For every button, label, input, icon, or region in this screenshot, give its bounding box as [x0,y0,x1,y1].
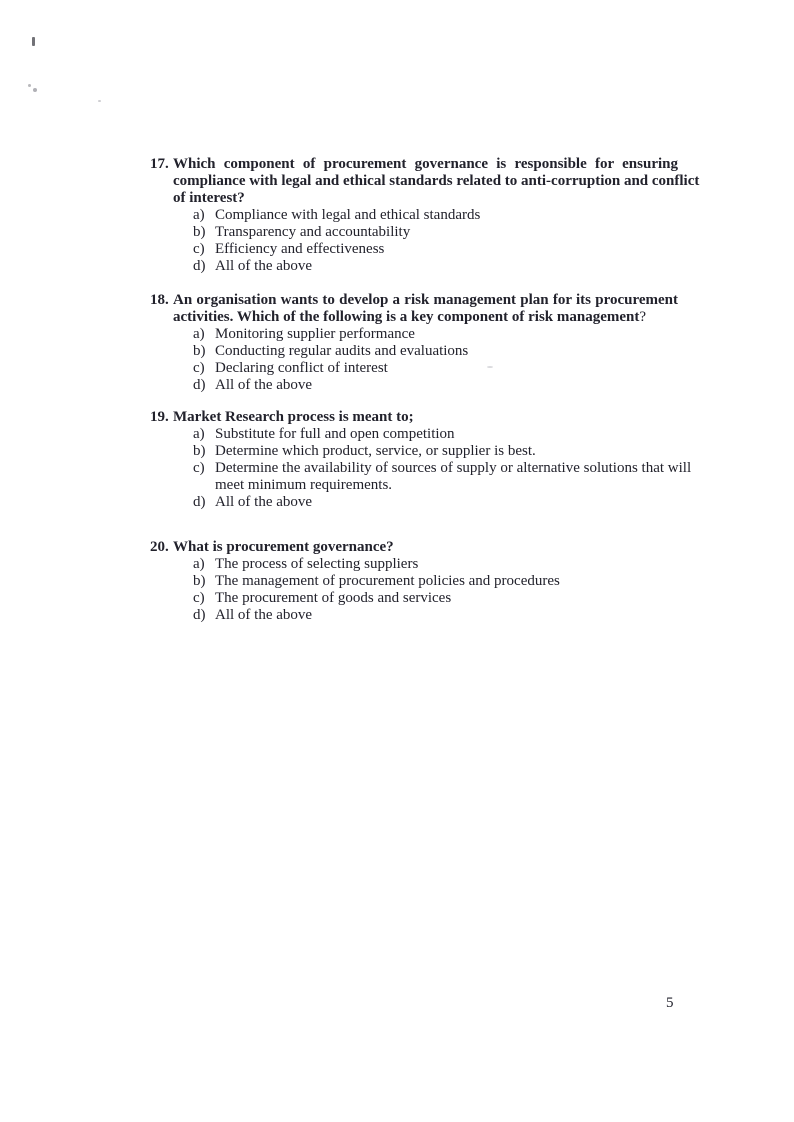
option-letter: a) [193,326,205,342]
option-row [193,573,680,590]
option-line: Conducting regular audits and evaluations [215,343,469,359]
option-line: Transparency and accountability [215,224,411,240]
option-text [215,360,388,377]
option-letter: b) [193,573,206,589]
option-row [193,590,680,607]
option-row [193,494,680,511]
option-text [215,443,536,460]
options-list [193,326,680,394]
option-row [193,224,680,241]
option-row [193,556,680,573]
question-header-row [150,539,680,556]
question-block [150,409,692,511]
options-list [193,207,680,275]
option-line: Monitoring supplier performance [215,326,415,342]
option-line: All of the above [215,494,313,510]
scan-speck-2 [28,84,31,87]
questions [150,156,700,624]
option-letter: d) [193,494,206,510]
scan-speck-4 [98,100,101,102]
option-text [215,343,468,360]
option-text [215,556,418,573]
option-letter: a) [193,207,205,223]
option-text [215,224,410,241]
option-letter: c) [193,241,205,257]
stem-line: of interest? [173,190,245,206]
question-block [150,156,700,275]
stem-tail: ? [639,309,647,325]
option-line: The management of procurement policies and procedures [215,573,560,589]
option-letter: a) [193,426,205,442]
options-list [193,426,692,511]
option-text [215,207,480,224]
option-line: Efficiency and effectiveness [215,241,385,257]
option-text [215,326,415,343]
option-letter: c) [193,590,205,606]
options-list [193,556,680,624]
question-block [150,292,680,394]
option-text [215,258,312,275]
option-row [193,377,680,394]
stem-line: Which component of procurement governance is responsible for ensuring [173,156,678,172]
question-stem [173,409,678,426]
question-number: 20. [150,539,169,555]
option-letter: b) [193,343,206,359]
option-row [193,343,680,360]
option-text [215,241,384,258]
question-stem [173,292,678,326]
question-header-row [150,409,680,426]
option-text [215,590,451,607]
page-number: 5 [666,995,674,1011]
option-text [215,426,455,443]
option-row [193,443,680,460]
option-letter: a) [193,556,205,572]
option-line: Declaring conflict of interest [215,360,388,376]
question-stem [173,156,700,207]
option-text [215,460,691,494]
option-row [193,326,680,343]
option-letter: b) [193,224,206,240]
option-line: Compliance with legal and ethical standards [215,207,481,223]
scan-speck-3 [33,88,37,92]
option-letter: b) [193,443,206,459]
option-letter: d) [193,377,206,393]
question-number: 17. [150,156,169,172]
stem-line: An organisation wants to develop a risk management plan for its procurement [173,292,678,308]
option-row [193,207,680,224]
question-number: 19. [150,409,169,425]
stem-line: Market Research process is meant to; [173,409,414,425]
option-row [193,460,692,494]
option-line: Determine the availability of sources of supply or alternative solutions that will [215,460,692,476]
question-block [150,539,680,624]
option-line: Substitute for full and open competition [215,426,455,442]
option-row [193,258,680,275]
question-stem [173,539,678,556]
option-line: All of the above [215,258,313,274]
option-letter: d) [193,258,206,274]
option-text [215,573,560,590]
option-line: All of the above [215,607,313,623]
stem-line: What is procurement governance? [173,539,394,555]
option-row [193,360,680,377]
option-letter: d) [193,607,206,623]
stem-line: activities. Which of the following is a key component of risk management? [173,309,647,325]
option-letter: c) [193,460,205,476]
option-text [215,494,312,511]
question-header-row [150,292,680,326]
question-number: 18. [150,292,169,308]
option-line: The procurement of goods and services [215,590,452,606]
option-text [215,377,312,394]
option-line: Determine which product, service, or supplier is best. [215,443,536,459]
option-letter: c) [193,360,205,376]
scan-speck-1 [32,37,35,46]
option-row [193,607,680,624]
option-row [193,241,680,258]
question-header-row [150,156,700,207]
option-line: All of the above [215,377,313,393]
option-line: meet minimum requirements. [215,477,393,493]
option-line: The process of selecting suppliers [215,556,419,572]
option-text [215,607,312,624]
option-row [193,426,680,443]
stem-line: compliance with legal and ethical standards related to anti-corruption and conflict [173,173,700,189]
